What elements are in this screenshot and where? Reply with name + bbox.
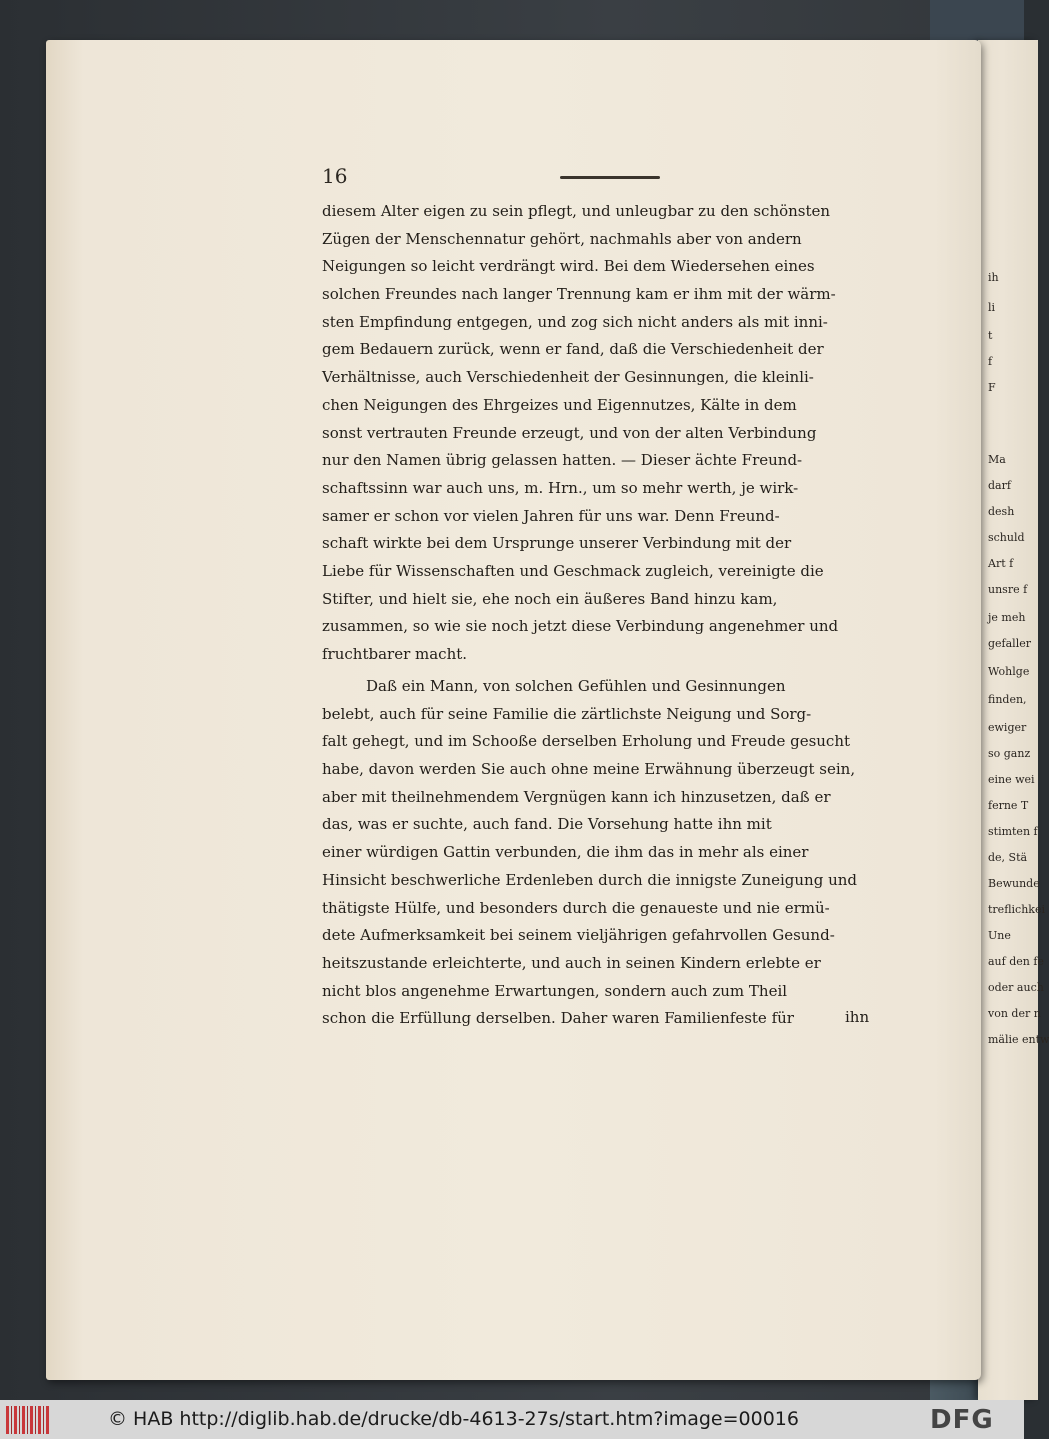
next-page-fragment: auf den fe xyxy=(988,955,1044,968)
text-line: schon die Erfüllung derselben. Daher waren Familienfeste für xyxy=(322,1009,794,1028)
text-line: einer würdigen Gattin verbunden, die ihm das in mehr als einer xyxy=(322,843,809,862)
next-page-fragment: ewiger xyxy=(988,721,1027,734)
next-page-fragment: de, Stä xyxy=(988,851,1028,864)
footer-bar xyxy=(0,1400,1024,1439)
text-line: fruchtbarer macht. xyxy=(322,645,468,663)
text-line: Neigungen so leicht verdrängt wird. Bei dem Wiedersehen eines xyxy=(322,257,815,276)
text-line: schaftssinn war auch uns, m. Hrn., um so mehr werth, je wirk- xyxy=(322,478,799,497)
next-page-fragment: Bewunde xyxy=(988,877,1040,890)
dfg-logo: DFG xyxy=(930,1405,994,1435)
text-line: aber mit theilnehmendem Vergnügen kann ich hinzusetzen, daß er xyxy=(322,787,831,806)
next-page-fragment: unsre f xyxy=(988,583,1028,596)
text-line: Verhältnisse, auch Verschiedenheit der Gesinnungen, die kleinli- xyxy=(322,368,814,387)
text-line: chen Neigungen des Ehrgeizes und Eigennutzes, Kälte in dem xyxy=(322,395,797,414)
next-page-fragment: finden, xyxy=(988,693,1027,706)
text-line: das, was er suchte, auch fand. Die Vorsehung hatte ihn mit xyxy=(322,815,772,834)
next-page-fragment: li xyxy=(988,301,996,314)
catchword: ihn xyxy=(845,1008,870,1026)
text-line: diesem Alter eigen zu sein pflegt, und unleugbar zu den schönsten xyxy=(322,202,831,220)
text-line: nicht blos angenehme Erwartungen, sondern auch zum Theil xyxy=(322,981,788,1000)
text-line: schaft wirkte bei dem Ursprunge unserer Verbindung mit der xyxy=(322,534,792,553)
next-page-fragment: Art f xyxy=(988,557,1014,570)
next-page-fragment: ih xyxy=(988,271,999,284)
next-page-fragment: schuld xyxy=(988,531,1025,544)
next-page-strip xyxy=(978,40,1049,1400)
text-line: belebt, auch für seine Familie die zärtlichste Neigung und Sorg- xyxy=(322,704,812,723)
next-page-fragment: F xyxy=(988,381,996,394)
text-line: Hinsicht beschwerliche Erdenleben durch die innigste Zuneigung und xyxy=(322,870,857,889)
text-line: sten Empfindung entgegen, und zog sich nicht anders als mit inni- xyxy=(322,312,828,331)
barcode-logo-icon xyxy=(6,1406,50,1434)
text-line: habe, davon werden Sie auch ohne meine Erwähnung überzeugt sein, xyxy=(322,760,856,779)
next-page-fragment: darf xyxy=(988,479,1011,492)
next-page-fragment: gefaller xyxy=(988,637,1031,650)
text-line: falt gehegt, und im Schooße derselben Erholung und Freude gesucht xyxy=(322,732,851,751)
text-line: Liebe für Wissenschaften und Geschmack zugleich, vereinigte die xyxy=(322,561,824,580)
text-line: heitszustande erleichterte, und auch in seinen Kindern erlebte er xyxy=(322,953,821,972)
next-page-fragment: mälie entw xyxy=(988,1033,1049,1046)
text-line: gem Bedauern zurück, wenn er fand, daß die Verschiedenheit der xyxy=(322,340,824,359)
next-page-fragment: je meh xyxy=(988,611,1026,624)
text-line: Zügen der Menschennatur gehört, nachmahls aber von andern xyxy=(322,229,802,248)
next-page-fragment: stimten f xyxy=(988,825,1038,838)
text-line: zusammen, so wie sie noch jetzt diese Verbindung angenehmer und xyxy=(322,617,839,636)
text-line: solchen Freundes nach langer Trennung kam er ihm mit der wärm- xyxy=(322,285,836,304)
text-line: dete Aufmerksamkeit bei seinem vieljährigen gefahrvollen Gesund- xyxy=(322,926,835,945)
next-page-fragment: so ganz xyxy=(988,747,1031,760)
header-rule xyxy=(560,176,660,179)
next-page-fragment: Une xyxy=(988,929,1011,942)
next-page-fragment: Ma xyxy=(988,453,1006,466)
next-page-fragment: t xyxy=(988,329,993,342)
paragraph-2 xyxy=(322,673,878,1033)
text-line: thätigste Hülfe, und besonders durch die genaueste und nie ermü- xyxy=(322,898,830,917)
text-line: nur den Namen übrig gelassen hatten. — Dieser ächte Freund- xyxy=(322,451,803,470)
next-page-fragment: desh xyxy=(988,505,1015,518)
paragraph-1 xyxy=(322,198,878,669)
page-number: 16 xyxy=(322,164,348,188)
next-page-fragment: von der n xyxy=(988,1007,1041,1020)
next-page-fragment: ferne T xyxy=(988,799,1029,812)
text-line: Stifter, und hielt sie, ehe noch ein äußeres Band hinzu kam, xyxy=(322,589,778,608)
text-line: samer er schon vor vielen Jahren für uns war. Denn Freund- xyxy=(322,506,780,525)
text-line: Daß ein Mann, von solchen Gefühlen und Gesinnungen xyxy=(366,677,786,695)
next-page-fragment: eine wei xyxy=(988,773,1035,786)
next-page-fragment: f xyxy=(988,355,993,368)
text-line: sonst vertrauten Freunde erzeugt, und von der alten Verbindung xyxy=(322,423,817,442)
source-credit: © HAB http://diglib.hab.de/drucke/db-4613-27s/start.htm?image=00016 xyxy=(108,1408,799,1430)
book-cover-top xyxy=(930,0,1024,40)
next-page-fragment: Wohlge xyxy=(988,665,1030,678)
next-page-fragment: treflichkei xyxy=(988,903,1045,916)
next-page-fragment: oder auch xyxy=(988,981,1044,994)
